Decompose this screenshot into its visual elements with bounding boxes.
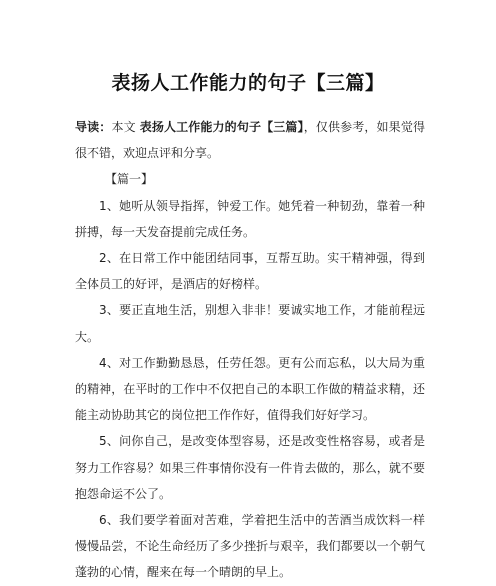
- document-title: 表扬人工作能力的句子【三篇】: [111, 72, 385, 94]
- paragraph-item: 6、我们要学着面对苦难，学着把生活中的苦酒当成饮料一样慢慢品尝，不论生命经历了多少挫折与艰辛，我们都要以一个朝气蓬勃的心情，醒来在每一个晴朗的早上。: [75, 513, 425, 580]
- section-header: 【篇一】: [105, 172, 154, 187]
- paragraph-item: 4、对工作勤勤恳恳，任劳任怨。更有公而忘私，以大局为重的精神，在平时的工作中不仅把自己的本职工作做的精益求精，还能主动协助其它的岗位把工作作好，值得我们好好学习。: [75, 355, 425, 423]
- lead-paragraph: [75, 114, 425, 166]
- paragraph-item: 5、问你自己，是改变体型容易，还是改变性格容易，或者是努力工作容易？如果三件事情你没有一件肯去做的，那么，就不要抱怨命运不公了。: [75, 434, 425, 501]
- paragraph-item: 3、要正直地生活，别想入非非！要诚实地工作，才能前程远大。: [75, 303, 425, 344]
- document-body: [75, 114, 425, 586]
- paragraph-item: 2、在日常工作中能团结同事，互帮互助。实干精神强，得到全体员工的好评，是酒店的好榜样。: [75, 251, 425, 292]
- paragraph-item: 1、她听从领导指挥，钟爱工作。她凭着一种韧劲，靠着一种拼搏，每一天发奋提前完成任务。: [75, 198, 425, 239]
- lead-label: 导读：: [75, 120, 112, 134]
- page-bottom-edge: [0, 553, 496, 561]
- lead-text-before: 本文: [111, 120, 140, 134]
- lead-text-after: ，仅供参考，如果觉得很不错，欢迎点评和分享。: [75, 120, 425, 161]
- lead-article-title: 表扬人工作能力的句子【三篇】: [139, 120, 304, 134]
